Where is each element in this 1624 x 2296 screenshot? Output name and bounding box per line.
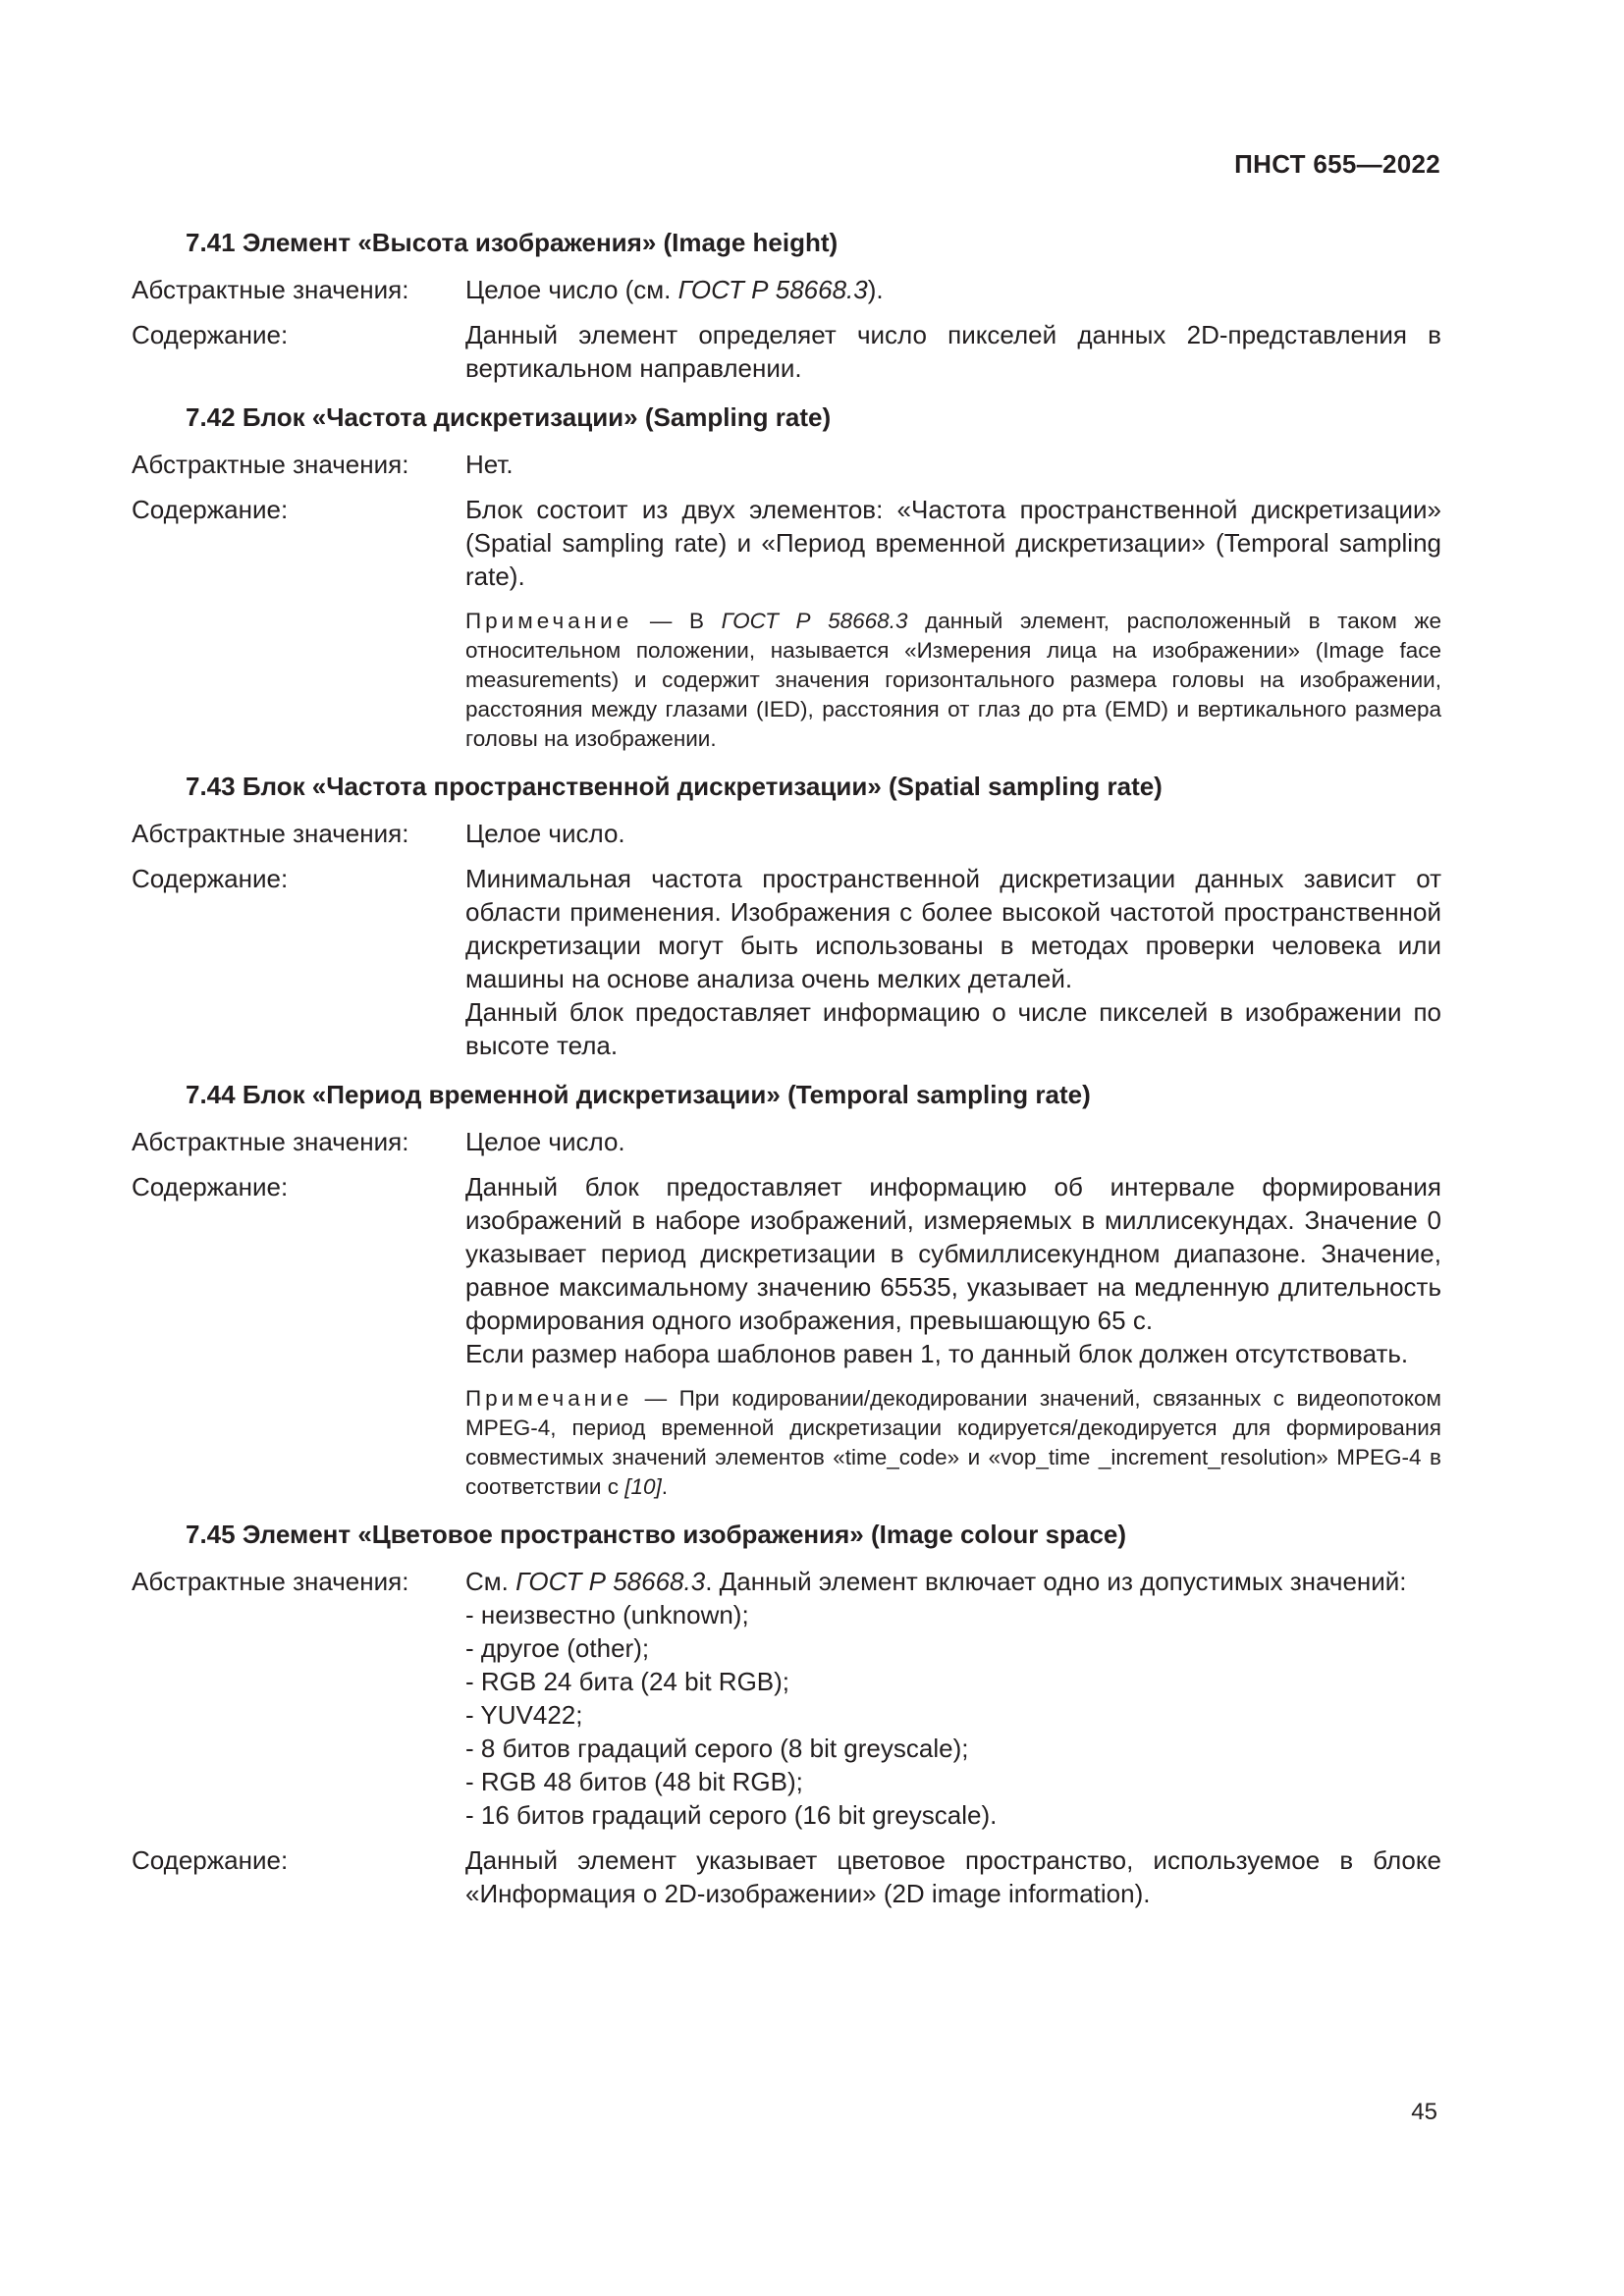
- text-fragment: — При кодировании/декодировании значений, связанных с видеопотоком MPEG-4, период временной дискретизации кодируется/декодируется для формирования совместимых значений элементов «time_code» и «vop_time _increment_resolution» MPEG-4 в соответствии с: [465, 1386, 1441, 1499]
- content-row: [132, 318, 1441, 385]
- content-row: [132, 1843, 1441, 1910]
- abstract-values-text: Нет.: [465, 450, 514, 479]
- text-fragment: ).: [867, 275, 884, 304]
- section-image-height: [132, 226, 1441, 385]
- content-body: [465, 493, 1441, 754]
- abstract-values-row: [132, 1565, 1441, 1832]
- section-title: 7.41 Элемент «Высота изображения» (Image height): [186, 228, 839, 257]
- section-temporal-sampling-rate: [132, 1078, 1441, 1502]
- note-label: Примечание: [465, 609, 633, 633]
- list-item: - YUV422;: [465, 1700, 583, 1730]
- abstract-values-label: Абстрактные значения:: [132, 275, 409, 304]
- abstract-values-label: Абстрактные значения:: [132, 450, 409, 479]
- abstract-values-label: Абстрактные значения:: [132, 1127, 409, 1156]
- abstract-values-row: [132, 273, 1441, 306]
- note: [465, 1384, 1441, 1502]
- content-row: [132, 862, 1441, 1062]
- abstract-values-body: [465, 1565, 1441, 1832]
- list-item: - 8 битов градаций серого (8 bit greyscale);: [465, 1734, 969, 1763]
- standard-reference: ГОСТ Р 58668.3: [677, 275, 868, 304]
- section-title: 7.45 Элемент «Цветовое пространство изображения» (Image colour space): [186, 1520, 1127, 1549]
- text-fragment: См.: [465, 1567, 516, 1596]
- abstract-values-label: Абстрактные значения:: [132, 1567, 409, 1596]
- abstract-values-row: [132, 817, 1441, 850]
- abstract-values-label: Абстрактные значения:: [132, 819, 409, 848]
- content-text: Данный элемент определяет число пикселей данных 2D-представления в вертикальном направлении.: [465, 320, 1441, 383]
- page-number: 45: [1411, 2099, 1437, 2125]
- note: [465, 607, 1441, 754]
- content-paragraph: Минимальная частота пространственной дискретизации данных зависит от области применения. Изображения с более высокой частотой пространственной дискретизации могут быть использованы в методах проверки человека или машины на основе анализа очень мелких деталей.: [465, 864, 1441, 993]
- standard-reference: ГОСТ Р 58668.3: [515, 1567, 706, 1596]
- abstract-values-text: [465, 273, 1441, 306]
- content-paragraph: Данный блок предоставляет информацию об интервале формирования изображений в наборе изображений, измеряемых в миллисекундах. Значение 0 указывает период дискретизации в субмиллисекундном диапазоне. Значение, равное максимальному значению 65535, указывает на медленную длительность формирования одного изображения, превышающую 65 с.: [465, 1172, 1441, 1335]
- section-image-colour-space: [132, 1518, 1441, 1910]
- abstract-values-text: [465, 1565, 1441, 1598]
- content-label: Содержание:: [132, 1845, 289, 1875]
- text-fragment: .: [661, 1474, 669, 1499]
- section-sampling-rate: [132, 400, 1441, 754]
- content-text: Блок состоит из двух элементов: «Частота пространственной дискретизации» (Spatial sampling rate) и «Период временной дискретизации» (Temporal sampling rate).: [465, 495, 1441, 591]
- note-label: Примечание: [465, 1386, 633, 1411]
- list-item: - 16 битов градаций серого (16 bit greyscale).: [465, 1800, 998, 1830]
- standard-reference: ГОСТ Р 58668.3: [721, 609, 908, 633]
- text-fragment: данный элемент, расположенный в таком же относительном положении, называется «Измерения лица на изображении» (Image face measurements) и содержит значения горизонтального размера головы на изображении, расстояния между глазами (IED), расстояния от глаз до рта (EMD) и вертикального размера головы на изображении.: [465, 609, 1441, 751]
- abstract-values-text: Целое число.: [465, 1127, 625, 1156]
- list-item: - неизвестно (unknown);: [465, 1600, 749, 1629]
- content-body: [465, 862, 1441, 1062]
- text-fragment: Целое число (см.: [465, 275, 678, 304]
- content-paragraph: Если размер набора шаблонов равен 1, то данный блок должен отсутствовать.: [465, 1339, 1409, 1368]
- list-item: - другое (other);: [465, 1633, 650, 1663]
- text-fragment: — В: [632, 609, 722, 633]
- page-content: [132, 226, 1441, 1926]
- content-paragraph: Данный блок предоставляет информацию о числе пикселей в изображении по высоте тела.: [465, 997, 1441, 1060]
- text-fragment: . Данный элемент включает одно из допустимых значений:: [705, 1567, 1407, 1596]
- section-title: 7.42 Блок «Частота дискретизации» (Sampling rate): [186, 402, 832, 432]
- content-row: [132, 493, 1441, 754]
- content-row: [132, 1170, 1441, 1502]
- document-code: ПНСТ 655—2022: [1234, 149, 1440, 179]
- content-text: Данный элемент указывает цветовое пространство, используемое в блоке «Информация о 2D-изображении» (2D image information).: [465, 1845, 1441, 1908]
- content-label: Содержание:: [132, 1172, 289, 1201]
- abstract-values-text: Целое число.: [465, 819, 625, 848]
- section-title: 7.43 Блок «Частота пространственной дискретизации» (Spatial sampling rate): [186, 772, 1163, 801]
- list-item: - RGB 24 бита (24 bit RGB);: [465, 1667, 790, 1696]
- section-spatial-sampling-rate: [132, 770, 1441, 1062]
- bibliography-reference: [10]: [624, 1474, 662, 1499]
- abstract-values-row: [132, 1125, 1441, 1158]
- list-item: - RGB 48 битов (48 bit RGB);: [465, 1767, 803, 1796]
- abstract-values-row: [132, 448, 1441, 481]
- content-label: Содержание:: [132, 320, 289, 349]
- content-label: Содержание:: [132, 495, 289, 524]
- content-body: [465, 1170, 1441, 1502]
- section-title: 7.44 Блок «Период временной дискретизации» (Temporal sampling rate): [186, 1080, 1091, 1109]
- content-label: Содержание:: [132, 864, 289, 893]
